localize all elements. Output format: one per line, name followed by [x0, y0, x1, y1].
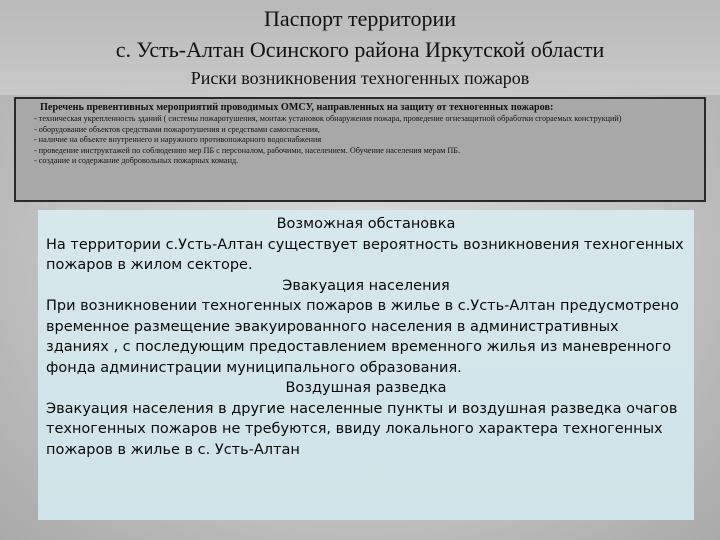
page-title: Паспорт территории [263, 6, 457, 31]
measures-heading: Перечень превентивных мероприятий проводимых ОМСУ, направленных на защиту от техногенных пожаров: [40, 102, 554, 113]
air-recon-text: Эвакуация населения в другие населенные пункты и воздушная разведка очагов техногенных пожаров не требуются, ввиду локального характера техногенных пожаров в жилье в с. Усть-Алтан [46, 400, 678, 458]
measure-item: - оборудование объектов средствами пожаротушения и средствами самоспасения, [34, 124, 320, 134]
measure-item: - создание и содержание добровольных пожарных команд. [34, 156, 239, 166]
measure-item: - проведение инструктажей по соблюдению мер ПБ с персоналом, рабочими, населением. Обучение населения мерам ПБ. [34, 145, 460, 155]
air-recon-heading: Воздушная разведка [285, 380, 447, 396]
page-title-location: с. Усть-Алтан Осинского района Иркутской области [115, 37, 605, 62]
page-subtitle: Риски возникновения техногенных пожаров [190, 68, 530, 88]
situation-panel [38, 210, 694, 520]
situation-text: На территории с.Усть-Алтан существует вероятность возникновения техногенных пожаров в жилом секторе. [46, 236, 684, 273]
measure-item: - наличие на объекте внутреннего и наружного противопожарного водоснабжения [34, 135, 322, 145]
evacuation-text: При возникновении техногенных пожаров в жилье в с.Усть-Алтан предусмотрено временное размещение эвакуированного населения в административных зданиях , с последующим предоставлением временного жилья из маневренного фонда администрации муниципального образования. [46, 298, 679, 376]
evacuation-heading: Эвакуация населения [282, 277, 450, 294]
preventive-measures-box [14, 97, 706, 202]
situation-heading: Возможная обстановка [276, 216, 456, 232]
measure-item: - техническая укрепленность зданий ( системы пожаротушения, монтаж установок обнаружения пожара, проведение огнезащитной обработки сгораемых конструкций) [34, 114, 622, 123]
